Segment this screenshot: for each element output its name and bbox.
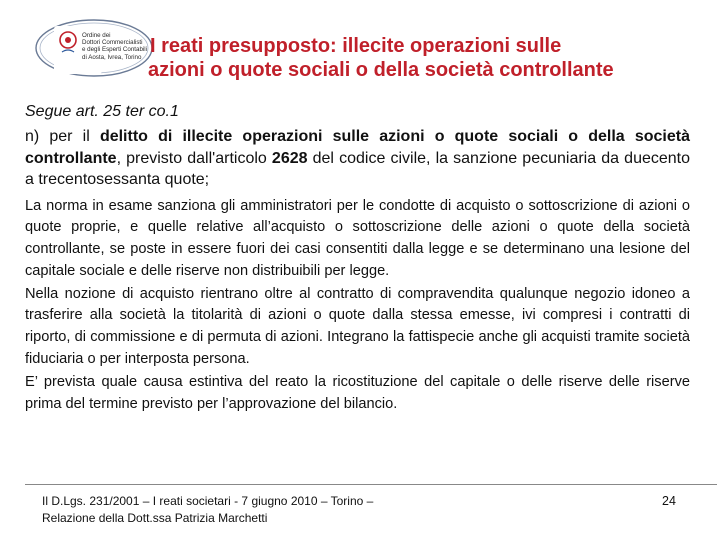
p1-suffix: del codice civile, la sanzione pecuniaria da duecento a trecentosessanta quote; bbox=[25, 149, 691, 188]
footer-line-2: Relazione della Dott.ssa Patrizia Marchetti bbox=[42, 511, 268, 525]
logo bbox=[30, 18, 152, 82]
p1-prefix: n) per il bbox=[25, 128, 100, 145]
slide-title bbox=[148, 34, 708, 82]
paragraph-norm: La norma in esame sanziona gli amministratori per le condotte di acquisto o sottoscrizione di azioni o quote proprie, e quelle relative all’acquisto o sottoscrizione delle azioni o quote della società controllante, se poste in essere fuori dei casi consentiti dalla legge e se determinano una lesione del capitale sociale e delle riserve non distribuibili per legge. bbox=[25, 197, 690, 279]
paragraph-extinction: E’ prevista quale causa estintiva del reato la ricostituzione del capitale o delle riserve delle riserve prima del termine previsto per l’approvazione del bilancio. bbox=[25, 373, 690, 412]
logo-line: Ordine dei bbox=[82, 32, 111, 39]
logo-line: e degli Esperti Contabili bbox=[82, 46, 148, 54]
title-line-2: azioni o quote sociali o della società controllante bbox=[148, 59, 614, 81]
p1-mid: , previsto dall'articolo bbox=[116, 149, 272, 167]
p1-bold-offense: delitto di illecite operazioni sulle azioni o quote sociali o della società controllante bbox=[25, 128, 691, 167]
footer-line-1: Il D.Lgs. 231/2001 – I reati societari - 7 giugno 2010 – Torino – bbox=[42, 494, 374, 508]
slide-body bbox=[25, 101, 690, 415]
paragraph-article bbox=[25, 126, 690, 191]
footer-divider bbox=[25, 484, 717, 485]
title-line-1: I reati presupposto: illecite operazioni sulle bbox=[150, 35, 562, 57]
logo-text bbox=[82, 32, 154, 61]
p1-bold-article: 2628 bbox=[271, 149, 308, 167]
lead-line: Segue art. 25 ter co.1 bbox=[25, 103, 179, 120]
paragraph-acquisition: Nella nozione di acquisto rientrano oltre al contratto di compravendita qualunque negozio idoneo a trasferire alla società la titolarità di azioni o quote dalla stessa emesse, ivi compresi i contratti di riporto, di commissione e di permuta di azioni. Integrano la fattispecie anche gli acquisti tramite società fiduciaria o per interposta persona. bbox=[25, 285, 690, 368]
logo-line: di Aosta, Ivrea, Torino bbox=[82, 53, 142, 61]
logo-line: Dottori Commercialisti bbox=[82, 39, 143, 47]
footer-text bbox=[42, 493, 502, 527]
page-number: 24 bbox=[662, 494, 676, 508]
